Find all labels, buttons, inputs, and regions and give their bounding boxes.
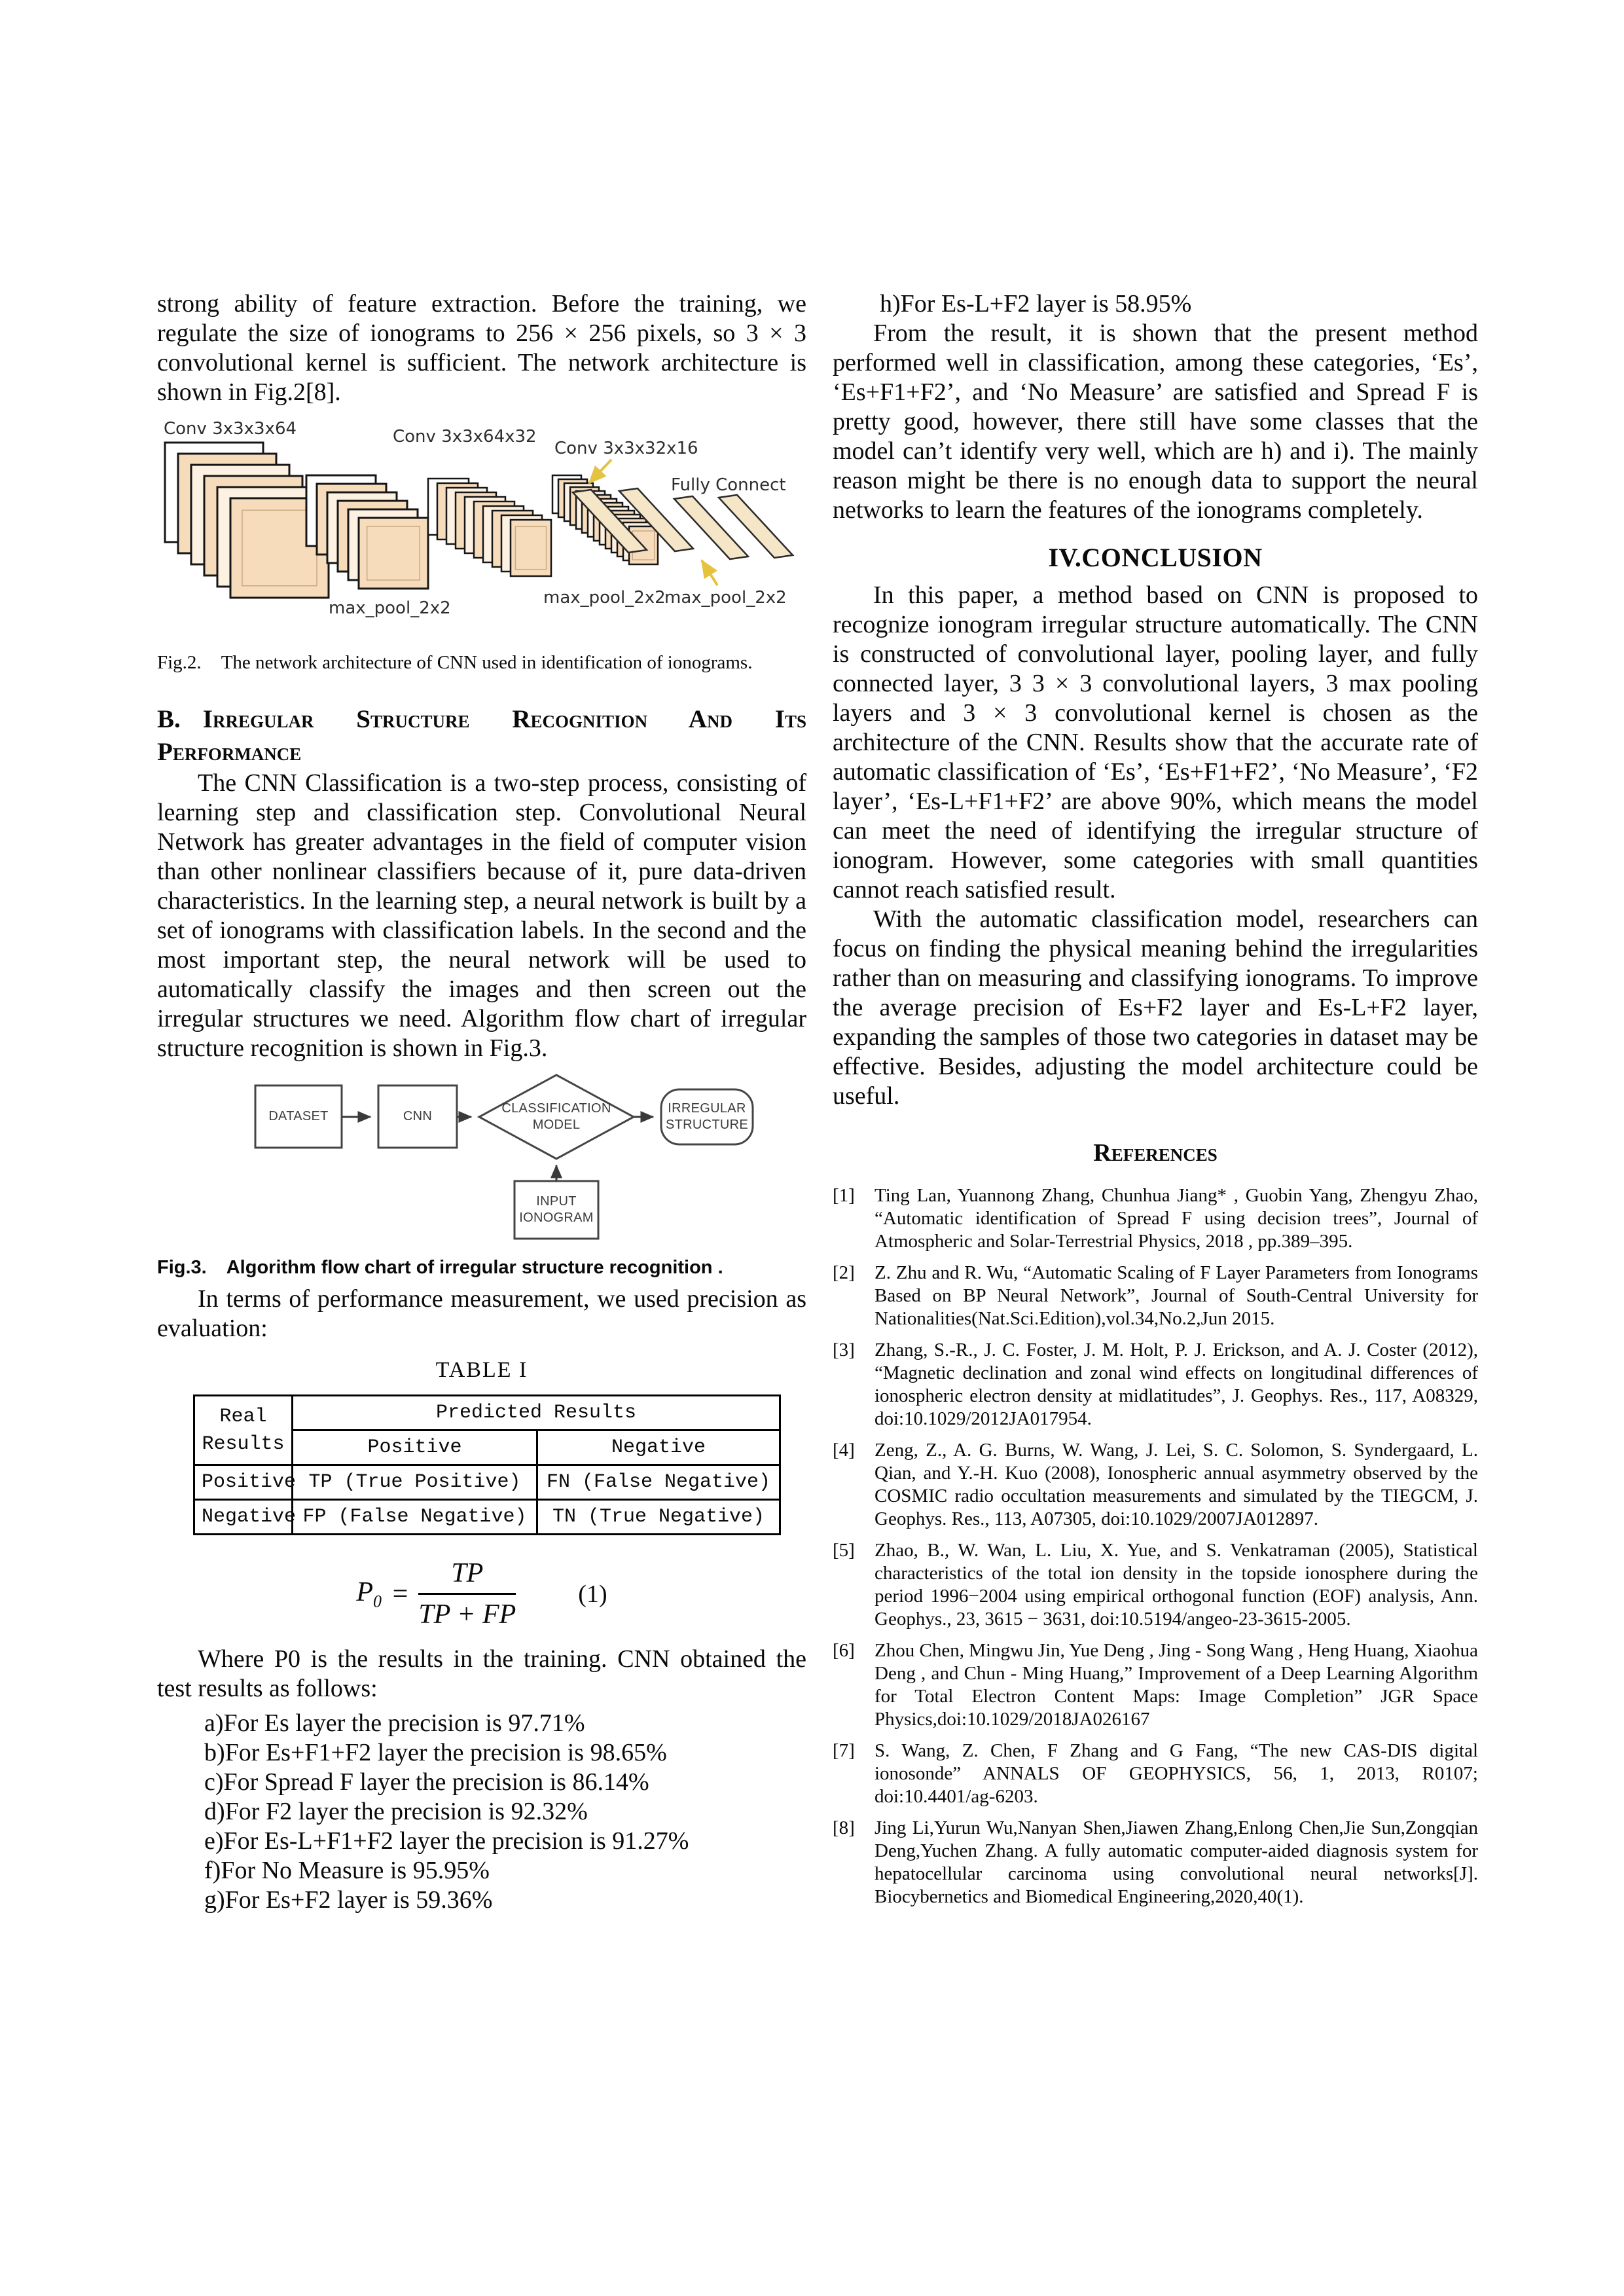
max-pool-label-3: max_pool_2x2: [664, 588, 787, 608]
conv2-label: Conv 3x3x64x32: [393, 427, 537, 446]
tp-cell: TP (True Positive): [293, 1465, 537, 1500]
equation-p-subscript: 0: [373, 1592, 382, 1611]
max-pool-label-2: max_pool_2x2: [543, 588, 666, 608]
equation-lhs: [356, 1576, 382, 1611]
reference-text: S. Wang, Z. Chen, F Zhang and G Fang, “The new CAS-DIS digital ionosonde” ANNALS OF GEOPHYSICS, 56, 1, 2013, R0107; doi:10.4401/ag-6203.: [875, 1740, 1478, 1807]
equation-equals-sign: =: [391, 1578, 410, 1609]
figure-3-flowchart: [157, 1071, 806, 1249]
list-item-h: h)For Es-L+F2 layer is 58.95%: [880, 290, 1192, 318]
confusion-matrix-table: [193, 1394, 781, 1535]
reference-text: Jing Li,Yurun Wu,Nanyan Shen,Jiawen Zhang,Enlong Chen,Jie Sun,Zongqian Deng,Yuchen Zhang. A fully automatic computer-aided diagnosis system for hepatocellular carcinoma using convolutional neural networks[J]. Biocybernetics and Biomedical Engineering,2020,40(1).: [875, 1817, 1478, 1907]
where-paragraph: Where P0 is the results in the training. CNN obtained the test results as follows:: [157, 1645, 806, 1702]
reference-marker: [8]: [833, 1817, 855, 1838]
intro-paragraph: strong ability of feature extraction. Before the training, we regulate the size of ionograms to 256 × 256 pixels, so 3 × 3 convolutional kernel is sufficient. The network architecture is shown in Fig.2[8].: [157, 290, 806, 406]
reference-item: [833, 1184, 1478, 1253]
section-b-paragraph: The CNN Classification is a two-step process, consisting of learning step and classification step. Convolutional Neural Network has greater advantages in the field of computer vision than other nonlinear classifiers because of it, pure data-driven characteristics. In the learning step, a neural network is built by a set of ionograms with classification labels. In the second and the most important step, the neural network will be used to automatically classify the images and then screen out the irregular structures we need. Algorithm flow chart of irregular structure recognition is shown in Fig.3.: [157, 769, 806, 1062]
references-heading: References: [1093, 1139, 1218, 1167]
figure-2-caption: [157, 651, 806, 674]
equation-number: (1): [578, 1580, 607, 1608]
equation-denominator: TP + FP: [418, 1599, 516, 1630]
predicted-positive-header-cell: Positive: [293, 1430, 537, 1465]
conv1-label: Conv 3x3x3x64: [164, 419, 297, 439]
conclusion-paragraph-2: With the automatic classification model, researchers can focus on finding the physical meaning behind the irregularities rather than on measuring and classifying ionograms. To improve the average precision of Es+F2 layer and Es-L+F2 layer, expanding the samples of those two categories in dataset may be effective. Besides, adjusting the model architecture could be useful.: [833, 905, 1478, 1110]
section-b-letter: B.: [157, 705, 181, 733]
fp-cell: FP (False Negative): [293, 1500, 537, 1535]
list-item: f)For No Measure is 95.95%: [204, 1857, 490, 1884]
list-item: d)For F2 layer the precision is 92.32%: [204, 1798, 588, 1825]
reference-item: [833, 1639, 1478, 1731]
reference-marker: [2]: [833, 1262, 855, 1283]
real-results-header-cell: Real Results: [194, 1396, 293, 1465]
list-item: g)For Es+F2 layer is 59.36%: [204, 1886, 493, 1914]
left-column: [157, 289, 806, 1915]
references-list: [833, 1184, 1478, 1908]
section-b-title: Irregular Structure Recognition And Its Performance: [157, 705, 806, 766]
table-row: [194, 1465, 780, 1500]
list-item: b)For Es+F1+F2 layer the precision is 98.65%: [204, 1739, 667, 1766]
list-item: e)For Es-L+F1+F2 layer the precision is 91.27%: [204, 1827, 689, 1855]
results-discussion-paragraph: From the result, it is shown that the present method performed well in classification, among these categories, ‘Es’, ‘Es+F1+F2’, and ‘No Measure’ are satisfied and Spread F is pretty good, however, there still have some classes that the model can’t identify very well, which are h) and i). The mainly reason might be there is no enough data to support the neural networks to learn the features of the ionograms completely.: [833, 319, 1478, 524]
fn-cell: FN (False Negative): [537, 1465, 780, 1500]
figure-3-caption: [157, 1256, 806, 1279]
performance-paragraph: In terms of performance measurement, we used precision as evaluation:: [157, 1285, 806, 1342]
real-negative-cell: Negative: [194, 1500, 293, 1535]
reference-text: Zhang, S.-R., J. C. Foster, J. M. Holt, P. J. Erickson, and A. J. Coster (2012), “Magnetic declination and zonal wind effects on longitudinal differences of ionospheric electron density at midlatitudes”, J. Geophys. Res., 117, A08329, doi:10.1029/2012JA017954.: [875, 1339, 1478, 1429]
reference-item: [833, 1262, 1478, 1330]
conclusion-paragraph-1: In this paper, a method based on CNN is proposed to recognize ionogram irregular structure automatically. The CNN is constructed of convolutional layer, pooling layer, and fully connected layer, 3 3 × 3 convolutional layers, 3 max pooling layers and 3 × 3 convolutional kernel is chosen as the architecture of the CNN. Results show that the accurate rate of automatic classification of ‘Es’, ‘Es+F1+F2’, ‘No Measure’, ‘F2 layer’, ‘Es-L+F1+F2’ are above 90%, which means the model can meet the need of identifying the irregular structure of ionogram. However, some categories with small quantities cannot reach satisfied result.: [833, 581, 1478, 903]
figure-2-caption-text: The network architecture of CNN used in identification of ionograms.: [221, 652, 753, 673]
equation-numerator: TP: [418, 1558, 516, 1595]
table-row: [194, 1500, 780, 1535]
real-positive-cell: Positive: [194, 1465, 293, 1500]
reference-item: [833, 1339, 1478, 1430]
reference-marker: [5]: [833, 1540, 855, 1561]
right-column: [833, 289, 1478, 1917]
predicted-negative-header-cell: Negative: [537, 1430, 780, 1465]
irregular-structure-node-label: IRREGULAR STRUCTURE: [665, 1101, 749, 1132]
conv3-label: Conv 3x3x32x16: [554, 439, 698, 458]
list-item: a)For Es layer the precision is 97.71%: [204, 1709, 585, 1737]
reference-item: [833, 1740, 1478, 1808]
reference-item: [833, 1439, 1478, 1531]
reference-marker: [3]: [833, 1339, 855, 1360]
reference-marker: [7]: [833, 1740, 855, 1761]
section-b-heading: [157, 703, 806, 769]
figure-3-caption-text: Algorithm flow chart of irregular structure recognition .: [226, 1257, 723, 1278]
equation-fraction: [418, 1558, 516, 1630]
reference-marker: [6]: [833, 1640, 855, 1661]
figure-2-caption-label: Fig.2.: [157, 652, 202, 673]
cnn-architecture-drawing: [157, 416, 806, 644]
table-row: [194, 1396, 780, 1430]
figure-3-caption-label: Fig.3.: [157, 1257, 207, 1278]
reference-item: [833, 1817, 1478, 1908]
dataset-node-label: DATASET: [268, 1109, 329, 1123]
reference-text: Zhou Chen, Mingwu Jin, Yue Deng , Jing - Song Wang , Heng Huang, Xiaohua Deng , and Chun - Ming Huang,” Improvement of a Deep Learning Algorithm for Total Electron Content Maps: Image Completion” JGR Space Physics,doi:10.1029/2018JA026167: [875, 1640, 1478, 1730]
predicted-results-header-cell: Predicted Results: [293, 1396, 780, 1430]
figure-2-cnn-architecture: [157, 416, 806, 644]
precision-equation: [157, 1558, 806, 1630]
precision-results-list: [204, 1709, 806, 1915]
input-ionogram-node-label: INPUT IONOGRAM: [519, 1194, 594, 1225]
reference-item: [833, 1539, 1478, 1631]
fully-connect-label: Fully Connect: [671, 475, 786, 495]
conclusion-heading: IV.CONCLUSION: [1048, 543, 1263, 572]
tn-cell: TN (True Negative): [537, 1500, 780, 1535]
reference-text: Ting Lan, Yuannong Zhang, Chunhua Jiang* , Guobin Yang, Zhengyu Zhao, “Automatic identification of Spread F using decision trees”, Journal of Atmospheric and Solar-Terrestrial Physics, 2018 , pp.389–395.: [875, 1185, 1478, 1252]
table-1-title: TABLE I: [435, 1358, 528, 1382]
reference-text: Zeng, Z., A. G. Burns, W. Wang, J. Lei, S. C. Solomon, S. Syndergaard, L. Qian, and Y.-H. Kuo (2008), Ionospheric annual asymmetry observed by the COSMIC radio occultation measurements and simulated by the TIEGCM, J. Geophys. Res., 113, A07305, doi:10.1029/2007JA012897.: [875, 1440, 1478, 1529]
list-item: c)For Spread F layer the precision is 86.14%: [204, 1768, 649, 1796]
equation-p: P: [356, 1576, 374, 1607]
reference-marker: [1]: [833, 1185, 855, 1206]
cnn-node-label: CNN: [403, 1109, 433, 1123]
reference-text: Zhao, B., W. Wan, L. Liu, X. Yue, and S. Venkatraman (2005), Statistical characteristics of the total ion density in the topside ionosphere during the period 1996−2004 using empirical orthogonal function (EOF) analysis, Ann. Geophys., 23, 3615 − 3631, doi:10.5194/angeo-23-3615-2005.: [875, 1540, 1478, 1630]
classification-model-node-label: CLASSIFICATION MODEL: [501, 1101, 611, 1132]
reference-marker: [4]: [833, 1440, 855, 1461]
max-pool-label-1: max_pool_2x2: [329, 598, 451, 618]
reference-text: Z. Zhu and R. Wu, “Automatic Scaling of F Layer Parameters from Ionograms Based on BP Neural Network”, Journal of South-Central University for Nationalities(Nat.Sci.Edition),vol.34,No.2,Jun 2015.: [875, 1262, 1478, 1329]
